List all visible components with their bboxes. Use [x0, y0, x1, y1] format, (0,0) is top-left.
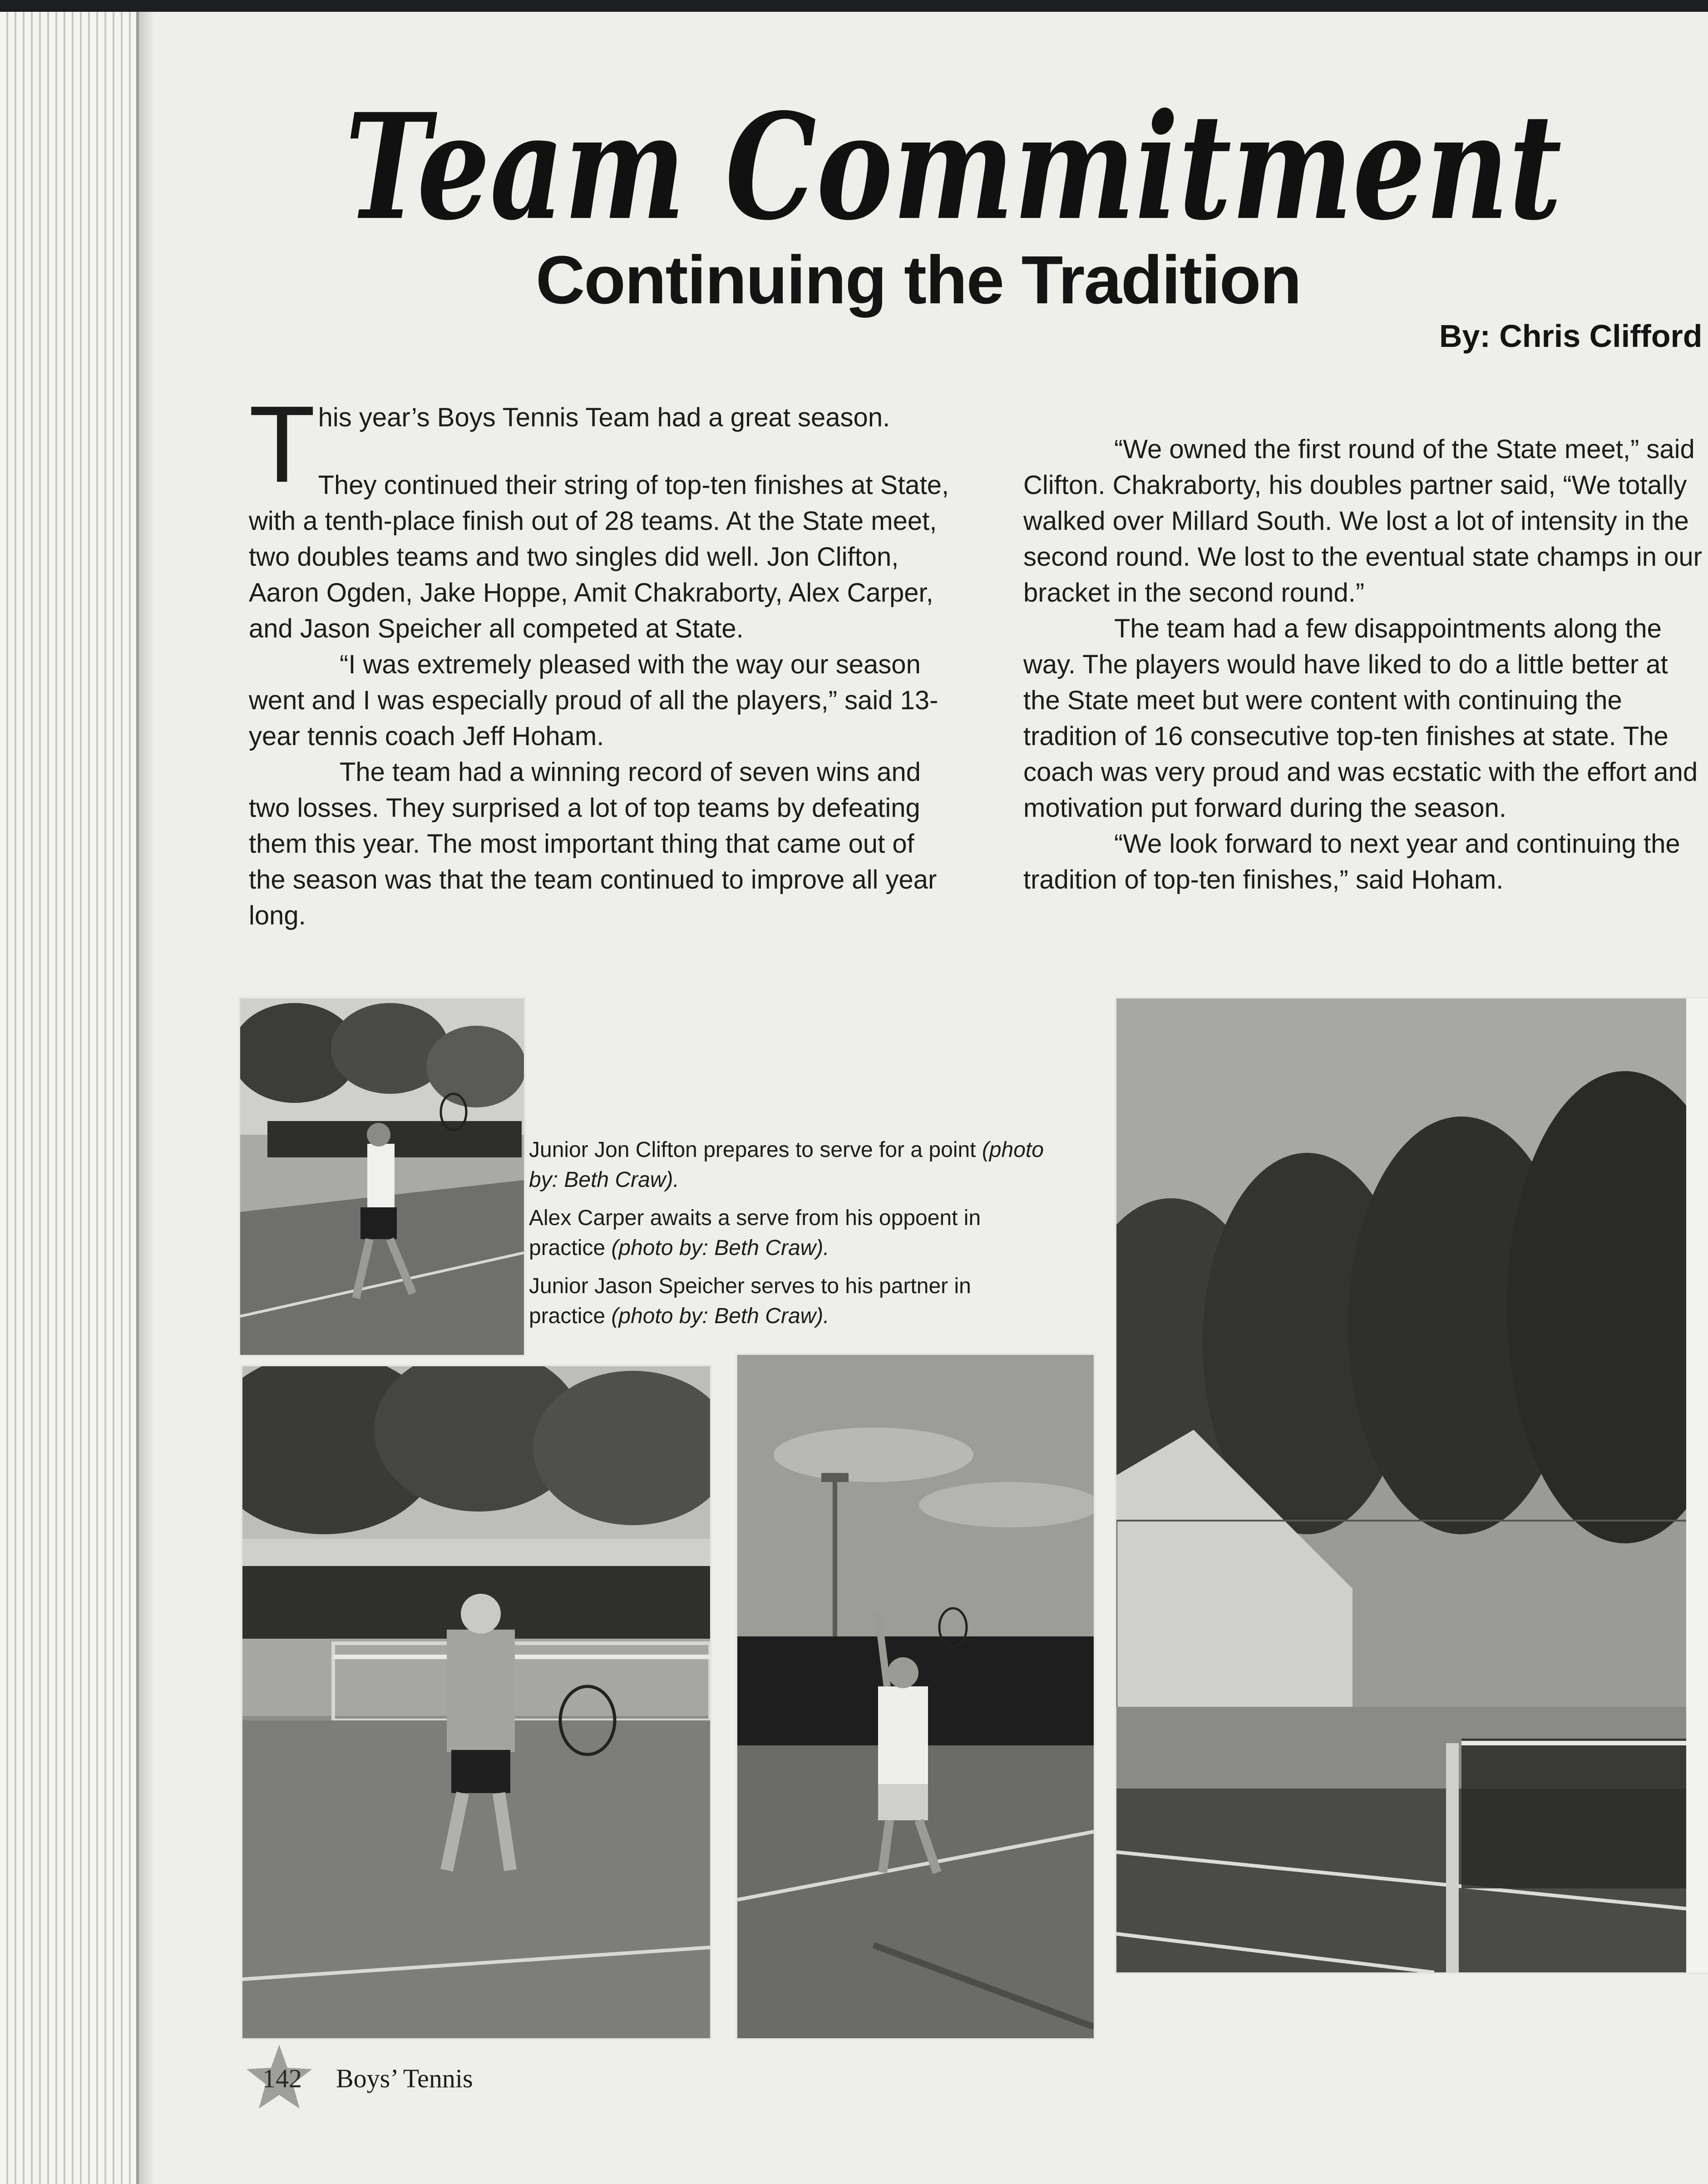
- book-binding-pages: [0, 0, 139, 2184]
- binding-shadow: [136, 0, 154, 2184]
- paragraph: The team had a few disappointments along the way. The players would have liked to do a little better at the State meet but were content with continuing the tradition of 16 consecutive top-ten finishes at state. The coach was very proud and was ecstatic with the effort and motivation put forward during the season.: [1023, 614, 1698, 823]
- photo-jason-speicher: [736, 1353, 1096, 2040]
- page-title-text: Team Commitment: [345, 82, 1562, 252]
- caption-1: Junior Jon Clifton prepares to serve for a point (photo by: Beth Craw).: [529, 1138, 1044, 1192]
- page-title: [345, 68, 1571, 254]
- paragraph: “We look forward to next year and continuing the tradition of top-ten finishes,” said Hoham.: [1023, 829, 1680, 894]
- paragraph-intro: [249, 383, 957, 505]
- book-cover-top-edge: [0, 0, 1708, 12]
- photo-alex-carper: [241, 1364, 712, 2040]
- paragraph: The team had a winning record of seven wins and two losses. They surprised a lot of top teams by defeating them this year. The most important thing that came out of the season was that the team continued to improve all year long.: [249, 757, 937, 930]
- photo-tennis-courts: [1115, 997, 1708, 1974]
- paragraph: They continued their string of top-ten finishes at State, with a tenth-place finish out of 28 teams. At the State meet, two doubles teams and two singles did well. Jon Clifton, Aaron Ogden, Jake Hoppe, Amit Chakraborty, Alex Carper, and Jason Speicher all competed at State.: [249, 470, 949, 643]
- paragraph: “I was extremely pleased with the way our season went and I was especially proud of all the players,” said 13-year tennis coach Jeff Hoham.: [249, 650, 938, 751]
- intro-line: his year’s Boys Tennis Team had a great season.: [318, 403, 890, 432]
- caption-2: Alex Carper awaits a serve from his oppoent in practice (photo by: Beth Craw).: [529, 1206, 981, 1260]
- page-subtitle: Continuing the Tradition: [536, 242, 1301, 318]
- photo-captions: [529, 1135, 1051, 1339]
- page-footer: [245, 2043, 563, 2111]
- photo-jon-clifton: [238, 997, 526, 1357]
- page-number: 142: [262, 2064, 302, 2093]
- byline: By: Chris Clifford: [1439, 318, 1703, 354]
- section-name: Boys’ Tennis: [336, 2064, 473, 2093]
- article-right-column: [1023, 431, 1704, 898]
- paragraph: “We owned the first round of the State meet,” said Clifton. Chakraborty, his doubles partner said, “We totally walked over Millard South. We lost a lot of intensity in the second round. We lost to the eventual state champs in our bracket in the second round.”: [1023, 435, 1702, 608]
- caption-3: Junior Jason Speicher serves to his partner in practice (photo by: Beth Craw).: [529, 1274, 971, 1328]
- drop-cap: T: [249, 383, 316, 505]
- article-left-column: [249, 383, 957, 934]
